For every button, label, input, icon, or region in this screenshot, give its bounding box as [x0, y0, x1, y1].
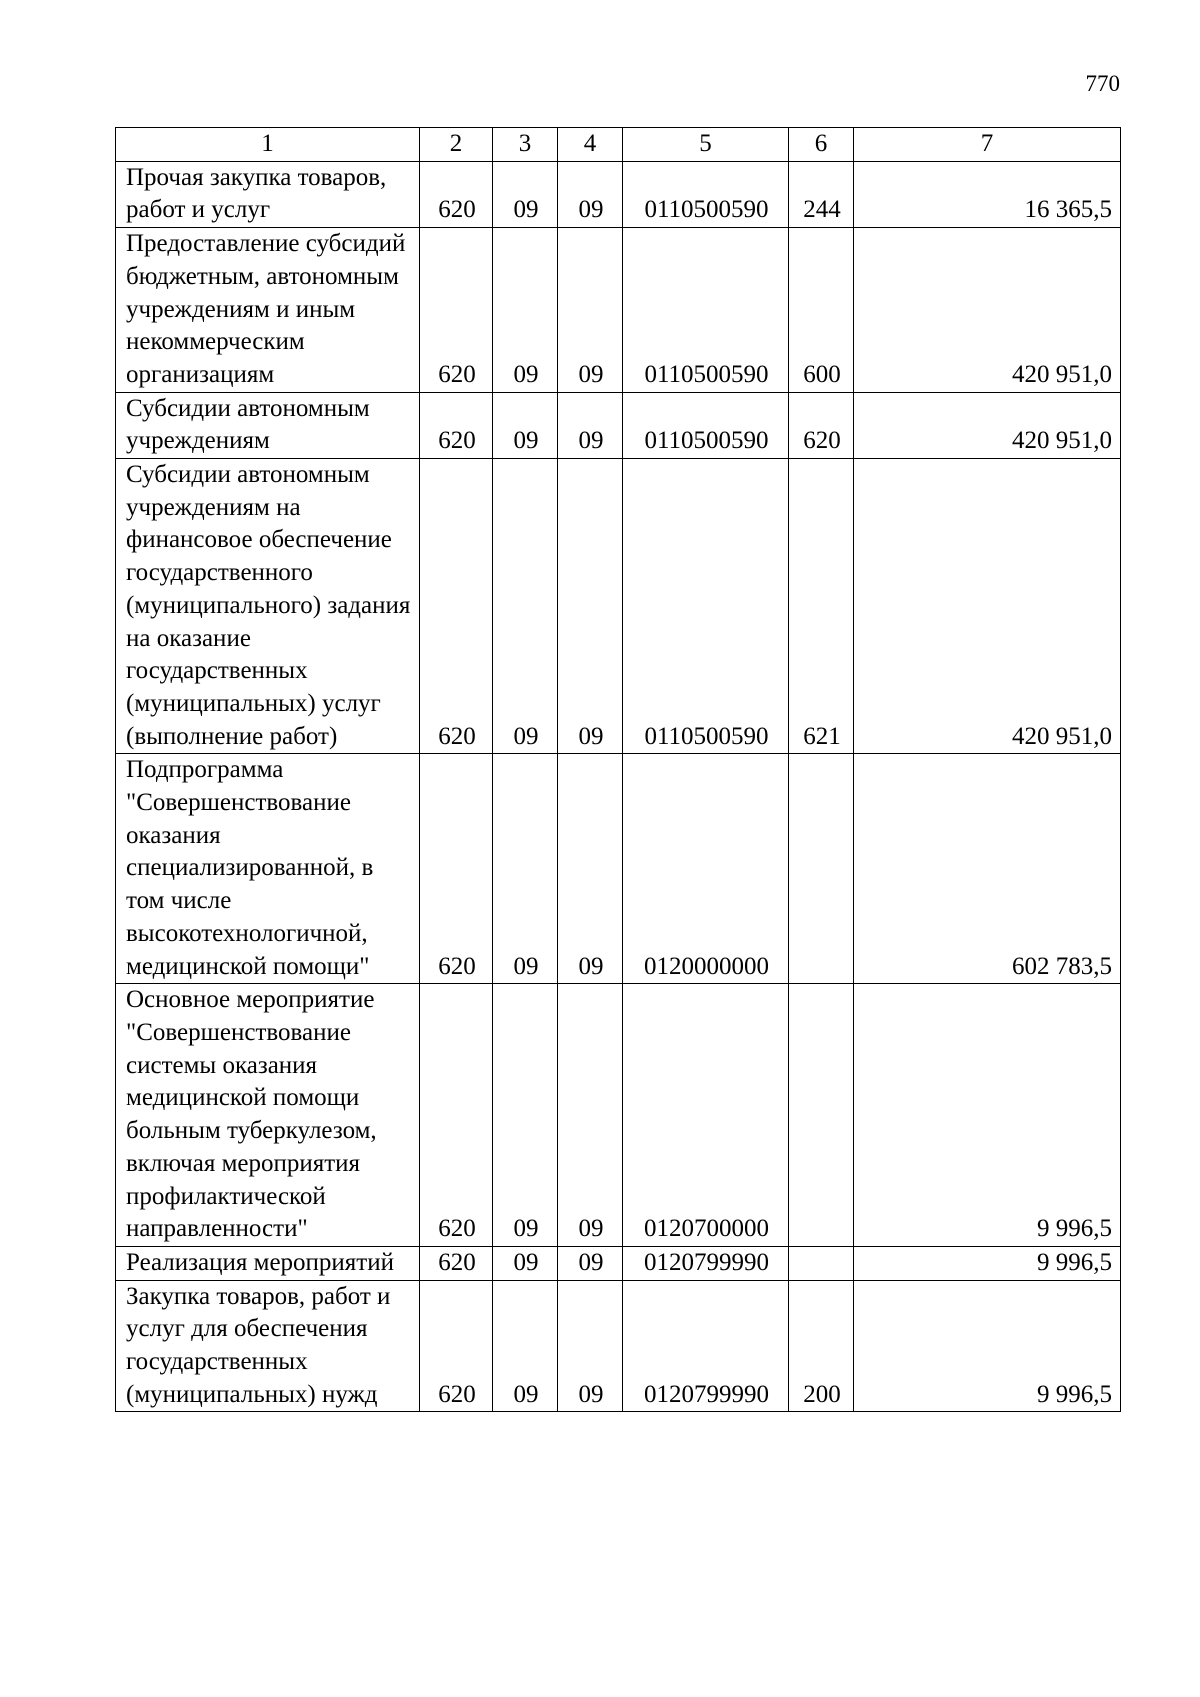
amount-cell: 9 996,5 [854, 984, 1121, 1247]
expense-type-cell: 620 [789, 392, 854, 458]
ministry-code-cell: 620 [420, 754, 493, 984]
table-row [116, 161, 1121, 227]
target-article-cell: 0120000000 [623, 754, 789, 984]
ministry-code-cell: 620 [420, 1280, 493, 1412]
subsection-code-cell: 09 [558, 754, 623, 984]
subsection-code-cell: 09 [558, 161, 623, 227]
ministry-code-cell: 620 [420, 984, 493, 1247]
page-number: 770 [1085, 71, 1120, 96]
row-name-cell: Закупка товаров, работ и услуг для обеспечения государственных (муниципальных) нужд [116, 1280, 420, 1412]
target-article-cell: 0110500590 [623, 392, 789, 458]
column-header: 2 [420, 128, 493, 162]
target-article-cell: 0110500590 [623, 459, 789, 754]
expense-type-cell: 244 [789, 161, 854, 227]
table-row [116, 459, 1121, 754]
target-article-cell: 0110500590 [623, 228, 789, 393]
ministry-code-cell: 620 [420, 459, 493, 754]
ministry-code-cell: 620 [420, 161, 493, 227]
amount-cell: 16 365,5 [854, 161, 1121, 227]
amount-cell: 9 996,5 [854, 1246, 1121, 1280]
section-code-cell: 09 [493, 161, 558, 227]
table-row [116, 392, 1121, 458]
table-row [116, 1280, 1121, 1412]
expense-type-cell [789, 754, 854, 984]
ministry-code-cell: 620 [420, 392, 493, 458]
table-header-row [116, 128, 1121, 162]
row-name-cell: Субсидии автономным учреждениям [116, 392, 420, 458]
section-code-cell: 09 [493, 459, 558, 754]
amount-cell: 420 951,0 [854, 228, 1121, 393]
table-row [116, 984, 1121, 1247]
table-row [116, 754, 1121, 984]
row-name-cell: Основное мероприятие "Совершенствование системы оказания медицинской помощи больным туберкулезом, включая мероприятия профилактической направленности" [116, 984, 420, 1247]
subsection-code-cell: 09 [558, 1246, 623, 1280]
column-header: 5 [623, 128, 789, 162]
column-header: 6 [789, 128, 854, 162]
row-name-cell: Прочая закупка товаров, работ и услуг [116, 161, 420, 227]
ministry-code-cell: 620 [420, 228, 493, 393]
subsection-code-cell: 09 [558, 392, 623, 458]
expense-type-cell [789, 1246, 854, 1280]
column-header: 3 [493, 128, 558, 162]
section-code-cell: 09 [493, 1280, 558, 1412]
amount-cell: 420 951,0 [854, 459, 1121, 754]
row-name-cell: Субсидии автономным учреждениям на финансовое обеспечение государственного (муниципального) задания на оказание государственных (муниципальных) услуг (выполнение работ) [116, 459, 420, 754]
budget-table [115, 127, 1121, 1412]
section-code-cell: 09 [493, 984, 558, 1247]
subsection-code-cell: 09 [558, 228, 623, 393]
amount-cell: 420 951,0 [854, 392, 1121, 458]
section-code-cell: 09 [493, 392, 558, 458]
column-header: 7 [854, 128, 1121, 162]
section-code-cell: 09 [493, 228, 558, 393]
target-article-cell: 0110500590 [623, 161, 789, 227]
expense-type-cell: 200 [789, 1280, 854, 1412]
expense-type-cell: 621 [789, 459, 854, 754]
target-article-cell: 0120799990 [623, 1246, 789, 1280]
subsection-code-cell: 09 [558, 1280, 623, 1412]
ministry-code-cell: 620 [420, 1246, 493, 1280]
row-name-cell: Предоставление субсидий бюджетным, автономным учреждениям и иным некоммерческим организациям [116, 228, 420, 393]
row-name-cell: Реализация мероприятий [116, 1246, 420, 1280]
column-header: 4 [558, 128, 623, 162]
target-article-cell: 0120700000 [623, 984, 789, 1247]
section-code-cell: 09 [493, 1246, 558, 1280]
row-name-cell: Подпрограмма "Совершенствование оказания специализированной, в том числе высокотехнологичной, медицинской помощи" [116, 754, 420, 984]
amount-cell: 9 996,5 [854, 1280, 1121, 1412]
amount-cell: 602 783,5 [854, 754, 1121, 984]
target-article-cell: 0120799990 [623, 1280, 789, 1412]
table-row [116, 1246, 1121, 1280]
subsection-code-cell: 09 [558, 984, 623, 1247]
section-code-cell: 09 [493, 754, 558, 984]
expense-type-cell [789, 984, 854, 1247]
column-header: 1 [116, 128, 420, 162]
table-row [116, 228, 1121, 393]
expense-type-cell: 600 [789, 228, 854, 393]
subsection-code-cell: 09 [558, 459, 623, 754]
